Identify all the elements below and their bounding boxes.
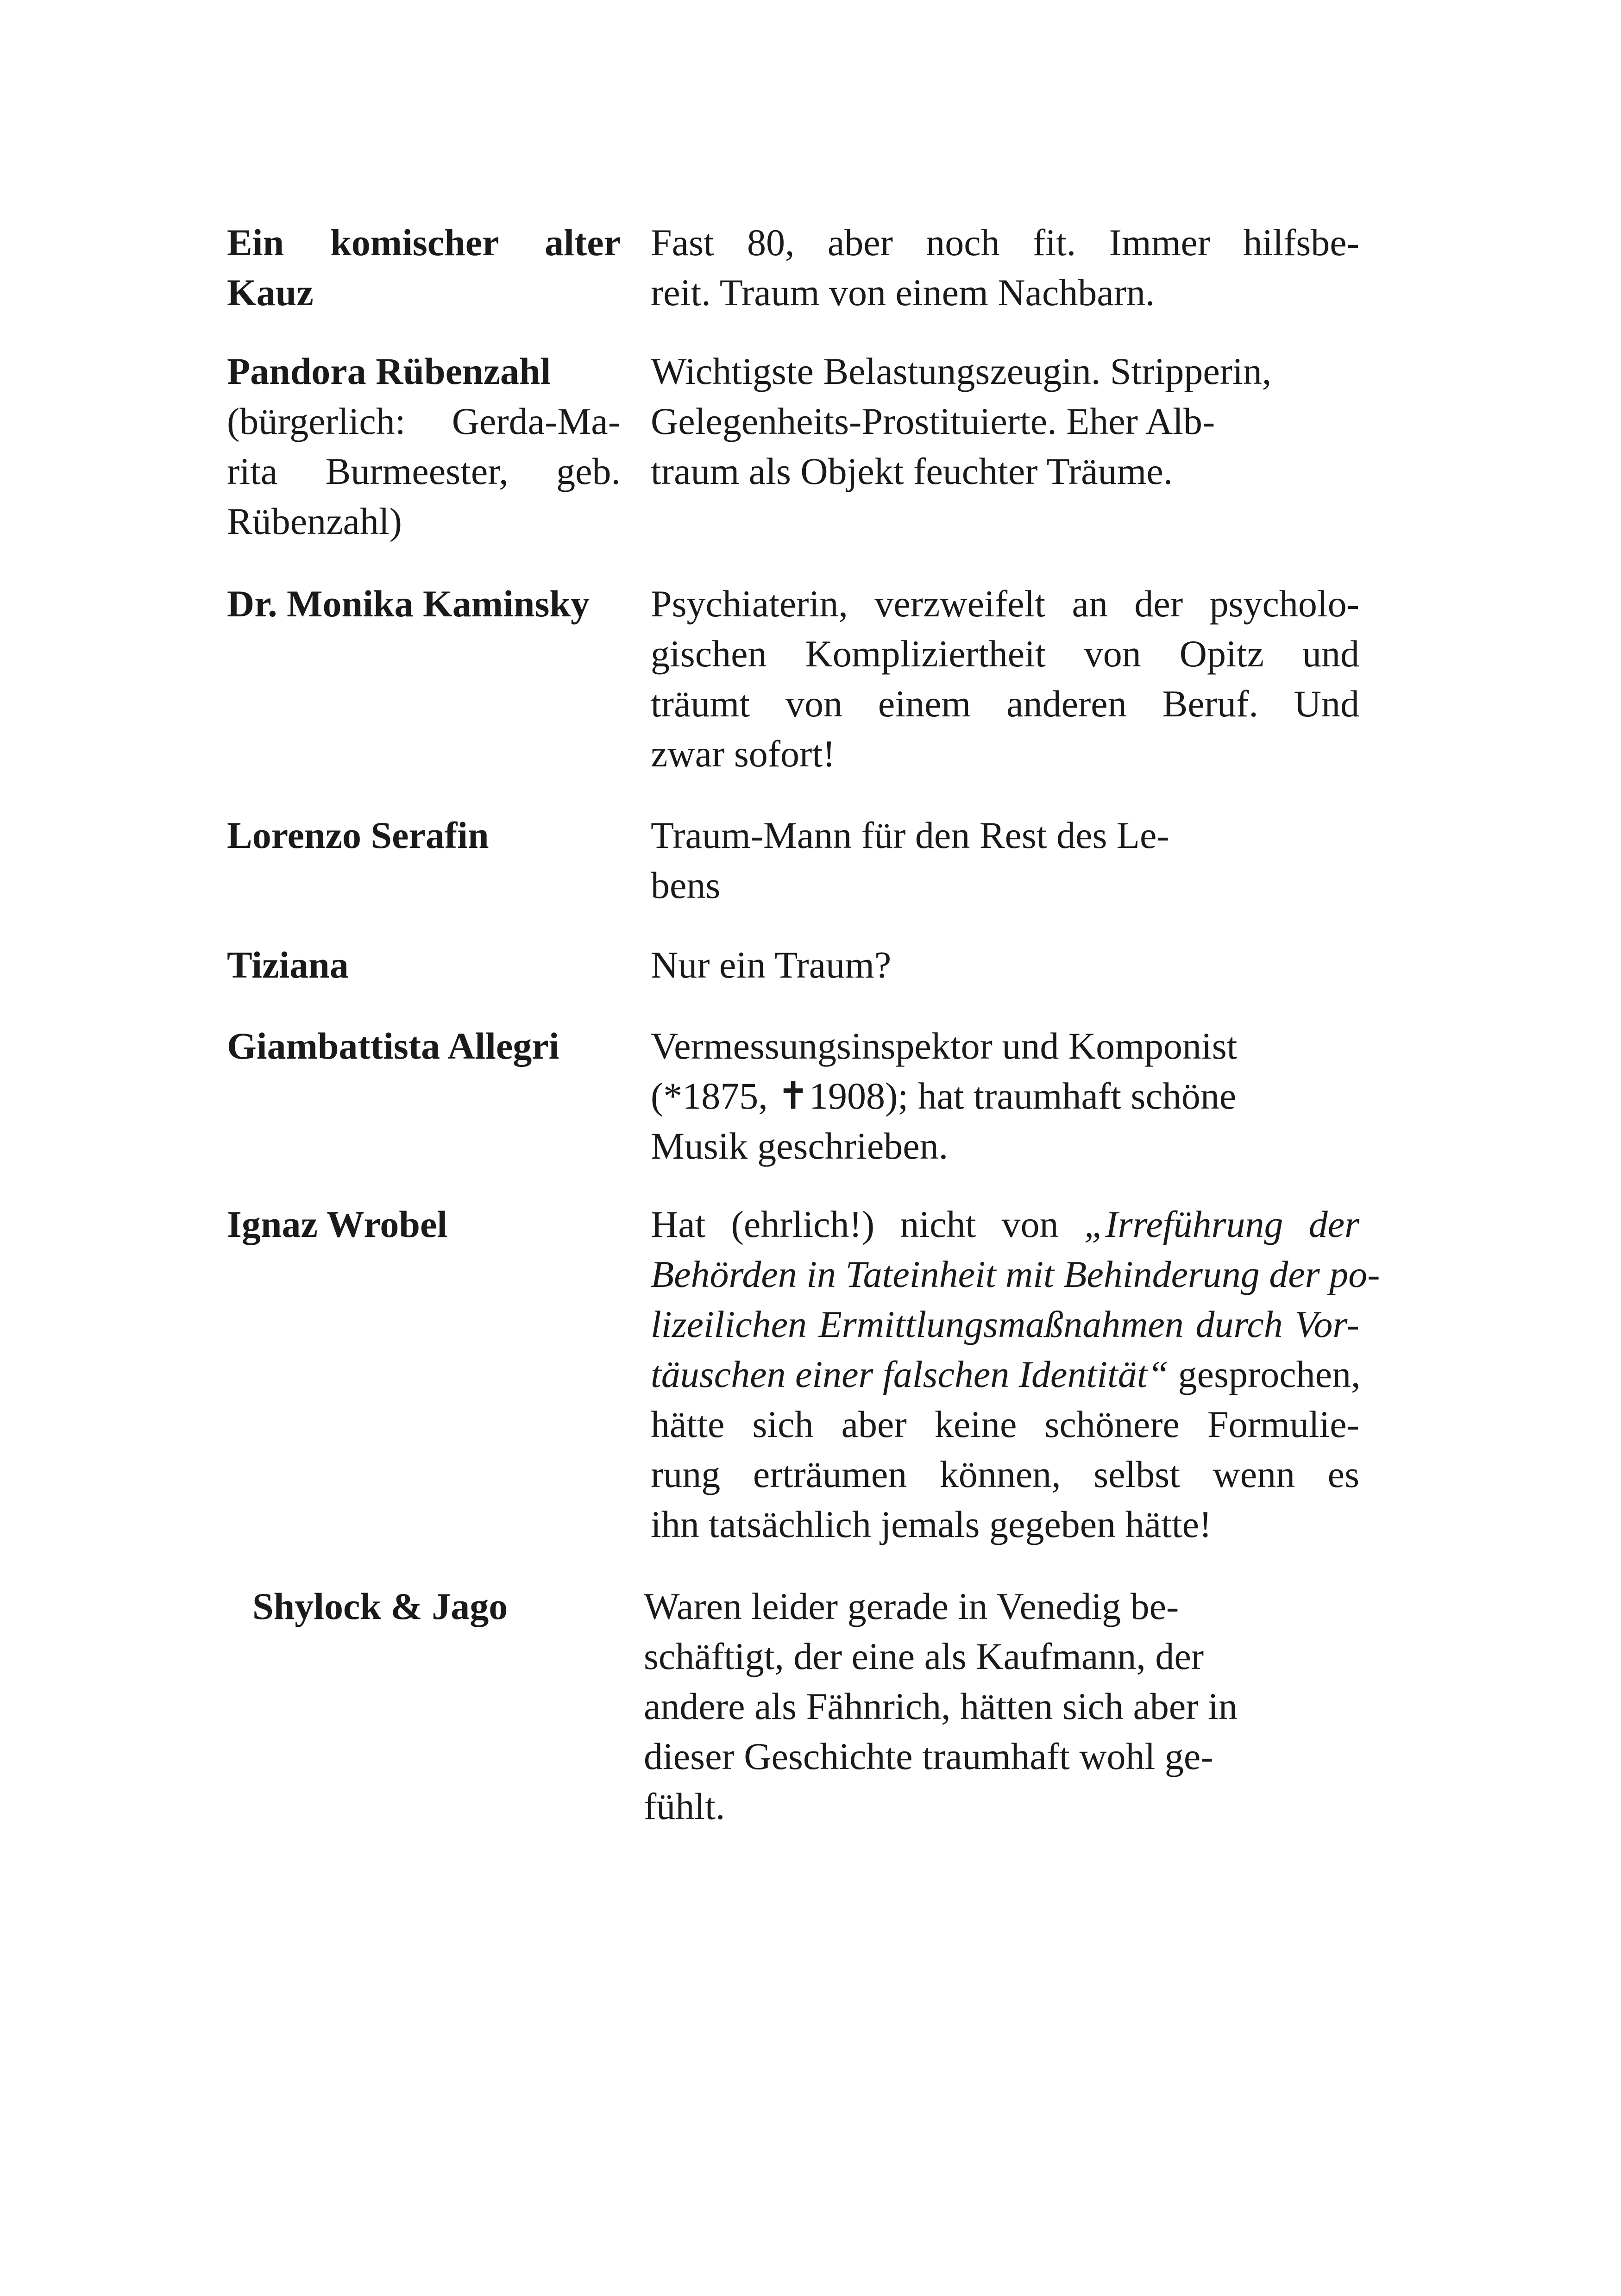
name-line: Dr. Monika Kaminsky <box>227 583 590 625</box>
desc-intro: Hat (ehrlich!) nicht von <box>651 1203 1084 1245</box>
desc-line <box>651 1199 1359 1249</box>
desc-line: bens <box>651 864 721 906</box>
character-description <box>651 218 1359 318</box>
desc-line: ihn tatsächlich jemals gegeben hätte! <box>651 1503 1212 1545</box>
character-name <box>227 810 621 860</box>
desc-line: Gelegenheits-Prostituierte. Eher Alb- <box>651 400 1215 442</box>
name-line: Ein komischer alter <box>227 221 621 263</box>
name-sub-line: (bürgerlich: Gerda-Ma- <box>227 400 621 442</box>
desc-italic-line: lizeilichen Ermittlungsmaßnahmen durch Vor- <box>651 1303 1359 1345</box>
desc-line: hätte sich aber keine schönere Formulie- <box>651 1403 1359 1445</box>
character-name <box>227 940 621 990</box>
name-line: Kauz <box>227 271 314 314</box>
desc-line: Traum-Mann für den Rest des Le- <box>651 814 1169 856</box>
desc-line: zwar sofort! <box>651 733 836 775</box>
name-sub-line: rita Burmeester, geb. <box>227 450 621 492</box>
desc-line: rung erträumen können, selbst wenn es <box>651 1453 1359 1495</box>
character-name <box>227 346 621 546</box>
desc-line: träumt von einem anderen Beruf. Und <box>651 683 1359 725</box>
character-name <box>227 579 635 629</box>
character-name <box>252 1581 623 1631</box>
name-line: Giambattista Allegri <box>227 1025 559 1067</box>
desc-line: andere als Fähnrich, hätten sich aber in <box>644 1685 1238 1727</box>
character-description <box>651 346 1359 496</box>
desc-line: Wichtigste Belastungszeugin. Stripperin, <box>651 350 1272 392</box>
character-description <box>651 940 1359 990</box>
desc-line: Fast 80, aber noch fit. Immer hilfsbe- <box>651 221 1359 263</box>
character-name <box>227 218 621 318</box>
name-sub-line: Rübenzahl) <box>227 500 402 542</box>
desc-line: Psychiaterin, verzweifelt an der psycholo- <box>651 583 1359 625</box>
character-description <box>644 1581 1338 1832</box>
desc-line: schäftigt, der eine als Kaufmann, der <box>644 1635 1204 1677</box>
character-description <box>651 1021 1359 1171</box>
character-description <box>651 1199 1380 1549</box>
name-line: Ignaz Wrobel <box>227 1203 448 1245</box>
desc-italic-line: „Irreführung der <box>1084 1203 1359 1245</box>
name-line: Lorenzo Serafin <box>227 814 489 856</box>
desc-line: gischen Kompliziertheit von Opitz und <box>651 633 1359 675</box>
desc-line: Nur ein Traum? <box>651 944 892 986</box>
name-line: Pandora Rübenzahl <box>227 350 551 392</box>
character-description <box>651 810 1359 910</box>
desc-after-italic: gesprochen, <box>1169 1353 1361 1395</box>
desc-italic-line: Behörden in Tateinheit mit Behinderung der po- <box>651 1253 1380 1295</box>
name-line: Shylock & Jago <box>252 1585 508 1627</box>
name-line: Tiziana <box>227 944 349 986</box>
desc-line <box>651 1349 1359 1399</box>
character-name <box>227 1199 621 1249</box>
desc-line: (*1875, ✝1908); hat traumhaft schöne <box>651 1075 1237 1117</box>
desc-line: dieser Geschichte traumhaft wohl ge- <box>644 1735 1213 1777</box>
desc-line: Musik geschrieben. <box>651 1125 949 1167</box>
desc-line: traum als Objekt feuchter Träume. <box>651 450 1173 492</box>
desc-italic-line: täuschen einer falschen Identität“ <box>651 1353 1169 1395</box>
character-description <box>651 579 1359 779</box>
desc-line: Vermessungsinspektor und Komponist <box>651 1025 1238 1067</box>
character-name <box>227 1021 635 1071</box>
desc-line: reit. Traum von einem Nachbarn. <box>651 271 1155 314</box>
desc-line: fühlt. <box>644 1785 725 1827</box>
desc-line: Waren leider gerade in Venedig be- <box>644 1585 1179 1627</box>
